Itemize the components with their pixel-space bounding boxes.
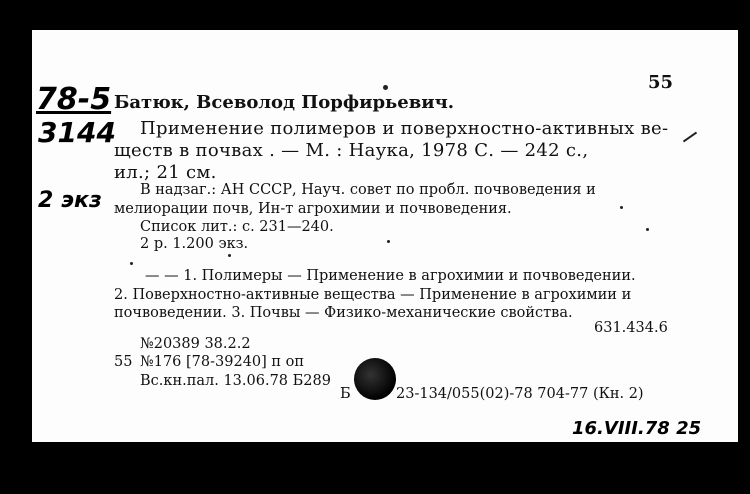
speck	[646, 228, 649, 231]
entry-note-line-1: В надзаг.: АН СССР, Науч. совет по пробл. почвоведения и	[140, 182, 596, 198]
entry-title-line-2: ществ в почвах . — М. : Наука, 1978 С. — 242 с.,	[114, 140, 589, 161]
margin-mark	[0, 112, 18, 114]
entry-card-number: №176 [78-39240] п оп	[140, 354, 305, 370]
entry-bbk: №20389 38.2.2	[140, 336, 251, 352]
entry-subjects-line-1: — — 1. Полимеры — Применение в агрохимии и почвоведении.	[145, 268, 636, 284]
margin-mark	[0, 296, 18, 298]
entry-udc: 631.434.6	[594, 320, 668, 336]
handwritten-shelf-bottom: 3144	[38, 116, 116, 149]
entry-subjects-line-3: почвоведении. 3. Почвы — Физико-механические свойства.	[114, 305, 573, 321]
entry-code-prefix: Б	[340, 386, 351, 402]
entry-bibliography-note: Список лит.: с. 231—240.	[140, 219, 334, 235]
pen-stroke	[683, 132, 697, 143]
entry-code: 23-134/055(02)-78 704-77 (Кн. 2)	[396, 386, 644, 402]
catalog-card	[32, 30, 738, 442]
speck	[130, 262, 133, 265]
margin-mark	[0, 430, 18, 432]
scan-edge-left	[0, 30, 32, 494]
speck	[620, 206, 623, 209]
entry-subjects-line-2: 2. Поверхностно-активные вещества — Применение в агрохимии и	[114, 287, 632, 303]
handwritten-shelf-top: 78-5	[36, 82, 112, 117]
speck	[383, 85, 388, 90]
speck	[228, 254, 231, 257]
entry-title-line-1: Применение полимеров и поверхностно-активных ве-	[140, 118, 669, 139]
handwritten-copies: 2 экз	[38, 188, 102, 213]
margin-mark	[0, 205, 18, 207]
entry-card-number-prefix: 55	[114, 354, 133, 370]
handwritten-date-note: 16.VIII.78 25	[572, 418, 702, 439]
entry-author: Батюк, Всеволод Порфирьевич.	[114, 92, 455, 113]
entry-title-line-3: ил.; 21 см.	[114, 162, 217, 183]
entry-registration: Вс.кн.пал. 13.06.78 Б289	[140, 373, 331, 389]
page-number: 55	[648, 72, 674, 93]
entry-note-line-2: мелиорации почв, Ин-т агрохимии и почвоведения.	[114, 201, 512, 217]
speck	[387, 240, 390, 243]
punch-hole	[354, 358, 396, 400]
entry-price: 2 р. 1.200 экз.	[140, 236, 249, 252]
